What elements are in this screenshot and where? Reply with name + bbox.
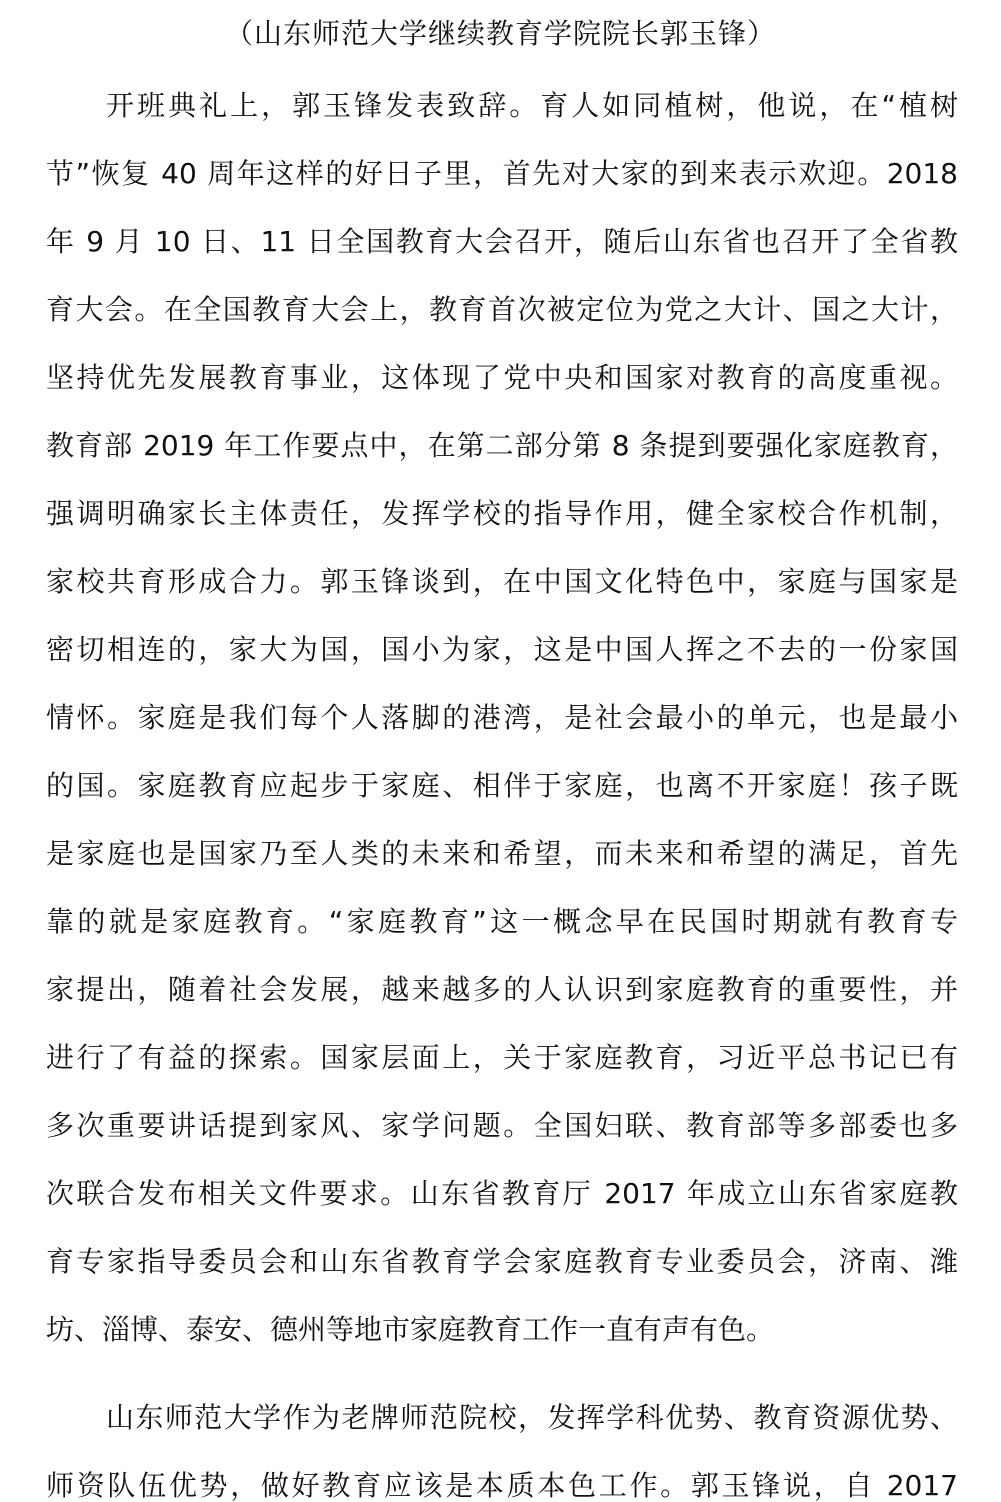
photo-caption: （山东师范大学继续教育学院院长郭玉锋） <box>224 17 776 50</box>
paragraph-line: 是家庭也是国家乃至人类的未来和希望，而未来和希望的满足，首先 <box>46 837 958 870</box>
paragraph-line: 年 9 月 10 日、11 日全国教育大会召开，随后山东省也召开了全省教 <box>46 225 958 258</box>
paragraph-line: 山东师范大学作为老牌师范院校，发挥学科优势、教育资源优势、 <box>106 1401 958 1434</box>
paragraph-line: 次联合发布相关文件要求。山东省教育厅 2017 年成立山东省家庭教 <box>46 1177 958 1210</box>
paragraph-line: 坚持优先发展教育事业，这体现了党中央和国家对教育的高度重视。 <box>46 361 958 394</box>
paragraph-line: 情怀。家庭是我们每个人落脚的港湾，是社会最小的单元，也是最小 <box>46 701 958 734</box>
paragraph-line: 多次重要讲话提到家风、家学问题。全国妇联、教育部等多部委也多 <box>46 1109 958 1142</box>
paragraph-line: 开班典礼上，郭玉锋发表致辞。育人如同植树，他说，在“植树 <box>106 89 958 122</box>
paragraph-line: 坊、淄博、泰安、德州等地市家庭教育工作一直有声有色。 <box>46 1313 775 1346</box>
paragraph-line: 节”恢复 40 周年这样的好日子里，首先对大家的到来表示欢迎。2018 <box>46 157 958 190</box>
paragraph-line: 育专家指导委员会和山东省教育学会家庭教育专业委员会，济南、潍 <box>46 1245 958 1278</box>
paragraph-line: 进行了有益的探索。国家层面上，关于家庭教育，习近平总书记已有 <box>46 1041 958 1074</box>
paragraph-line: 师资队伍优势，做好教育应该是本质本色工作。郭玉锋说，自 2017 <box>46 1469 958 1502</box>
paragraph-line: 强调明确家长主体责任，发挥学校的指导作用，健全家校合作机制， <box>46 497 958 530</box>
paragraph-line: 家提出，随着社会发展，越来越多的人认识到家庭教育的重要性，并 <box>46 973 958 1006</box>
paragraph-line: 靠的就是家庭教育。“家庭教育”这一概念早在民国时期就有教育专 <box>46 905 958 938</box>
paragraph-line: 密切相连的，家大为国，国小为家，这是中国人挥之不去的一份家国 <box>46 633 958 666</box>
paragraph-line: 育大会。在全国教育大会上，教育首次被定位为党之大计、国之大计， <box>46 293 958 326</box>
paragraph-line: 家校共育形成合力。郭玉锋谈到，在中国文化特色中，家庭与国家是 <box>46 565 958 598</box>
paragraph-line: 教育部 2019 年工作要点中，在第二部分第 8 条提到要强化家庭教育， <box>46 429 958 462</box>
paragraph-line: 的国。家庭教育应起步于家庭、相伴于家庭，也离不开家庭！孩子既 <box>46 769 958 802</box>
